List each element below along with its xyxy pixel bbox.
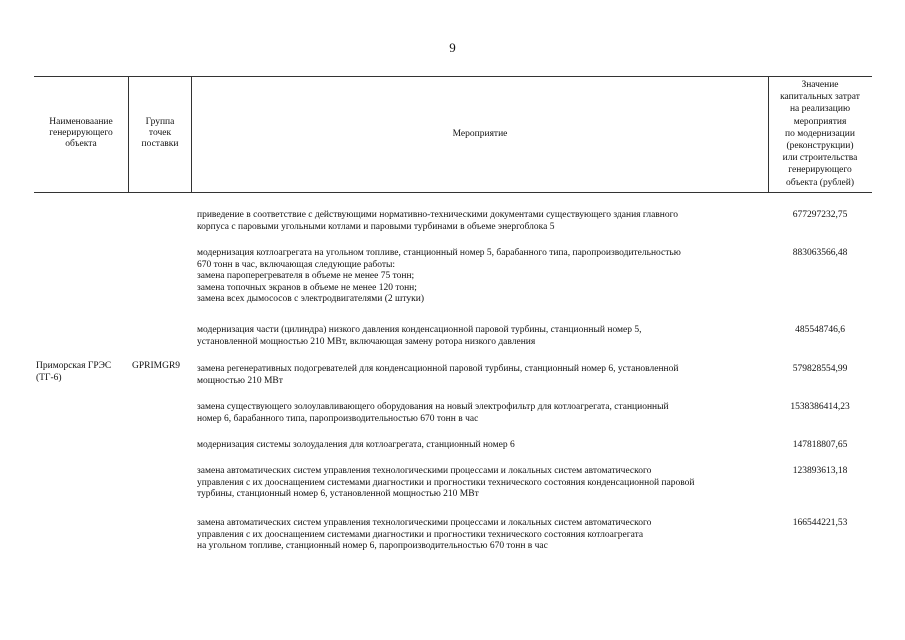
header-object-line: Наименоваание [49,117,113,127]
header-value-line: по модернизации [785,128,855,139]
measure-row [197,402,669,425]
capital-cost-value: 677297232,75 [792,210,848,220]
object-name-line: Приморская ГРЭС [36,361,112,371]
header-group [129,117,191,150]
measure-line: замена автоматических систем управления технологическими процессами и локальных систем автоматического [197,466,652,476]
measure-row [197,518,651,553]
measure-line: мощностью 210 МВт [197,375,283,386]
measure-row [197,210,678,233]
generating-object-name [36,361,111,384]
header-object-line: генерирующего [49,128,113,138]
measure-line: корпуса с паровыми угольными котлами и паровыми турбинами в объеме энергоблока 5 [197,221,555,232]
capital-cost-value: 123893613,18 [792,466,848,476]
header-measure [192,129,768,140]
header-value-line: Значение [801,80,839,90]
header-measure-label: Мероприятие [452,129,508,139]
header-value-line: капитальных затрат [780,92,860,103]
capital-cost-value: 485548746,6 [795,325,845,335]
table-header-bottom-border [34,192,872,193]
header-group-line: точек [148,128,172,138]
measure-line: замена пароперегревателя в объеме не менее 75 тонн; [197,271,415,282]
header-value-line: генерирующего [788,165,852,176]
header-value-line: на реализацию [789,104,851,115]
measure-line: замена существующего золоулавливающего оборудования на новый электрофильтр для котлоагрегата, станционный [197,402,669,412]
header-value-line: объекта (рублей) [785,177,855,188]
measure-line: модернизация системы золоудаления для котлоагрегата, станционный номер 6 [197,440,515,450]
measure-line: установленной мощностью 210 МВт, включающая замену ротора низкого давления [197,336,536,347]
page-number: 9 [449,40,456,55]
measure-line: управления с их дооснащением системами диагностики и прогностики технического состояния конденсационной паровой [197,477,695,488]
header-object [36,117,126,150]
header-value [769,79,871,189]
header-group-line: Группа [145,117,175,127]
measure-line: замена регенеративных подогревателей для конденсационной паровой турбины, станционный номер 6, установленной [197,364,679,374]
measure-row [197,364,678,387]
capital-cost-value: 166544221,53 [792,518,848,528]
measure-line: 670 тонн в час, включающая следующие работы: [197,259,396,270]
measure-row [197,440,515,452]
measure-line: приведение в соответствие с действующими нормативно-техническими документами существующего здания главного [197,210,679,220]
measure-line: управления с их дооснащением системами диагностики и прогностики технического состояния котлоагрегата [197,529,644,540]
capital-cost-value: 883063566,48 [792,248,848,258]
delivery-point-group: GPRIMGR9 [132,361,181,371]
capital-cost-value: 579828554,99 [792,364,848,374]
header-value-line: или строительства [782,153,858,164]
capital-cost-value: 147818807,65 [792,440,848,450]
measure-line: модернизация котлоагрегата на угольном топливе, станционный номер 5, барабанного типа, паропроизводительностью [197,248,681,258]
measure-row [197,466,694,501]
measure-line: замена топочных экранов в объеме не менее 120 тонн; [197,282,417,293]
measure-row [197,248,681,306]
header-object-line: объекта [65,139,97,149]
measure-line: модернизация части (цилиндра) низкого давления конденсационной паровой турбины, станционный номер 5, [197,325,642,335]
measure-line: номер 6, барабанного типа, паропроизводительностью 670 тонн в час [197,413,479,424]
header-group-line: поставки [141,139,179,149]
measure-line: замена всех дымососов с электродвигателями (2 штуки) [197,294,424,305]
measure-line: турбины, станционный номер 6, установленной мощностью 210 МВт [197,489,479,500]
table-top-border [34,76,872,77]
measure-line: на угольном топливе, станционный номер 6, паропроизводительностью 670 тонн в час [197,541,548,552]
measure-line: замена автоматических систем управления технологическими процессами и локальных систем автоматического [197,518,652,528]
object-name-line: (ТГ-6) [36,372,62,383]
capital-cost-value: 1538386414,23 [790,402,850,412]
measure-row [197,325,642,348]
header-value-line: мероприятия [793,116,847,127]
header-value-line: (реконструкции) [786,141,854,152]
